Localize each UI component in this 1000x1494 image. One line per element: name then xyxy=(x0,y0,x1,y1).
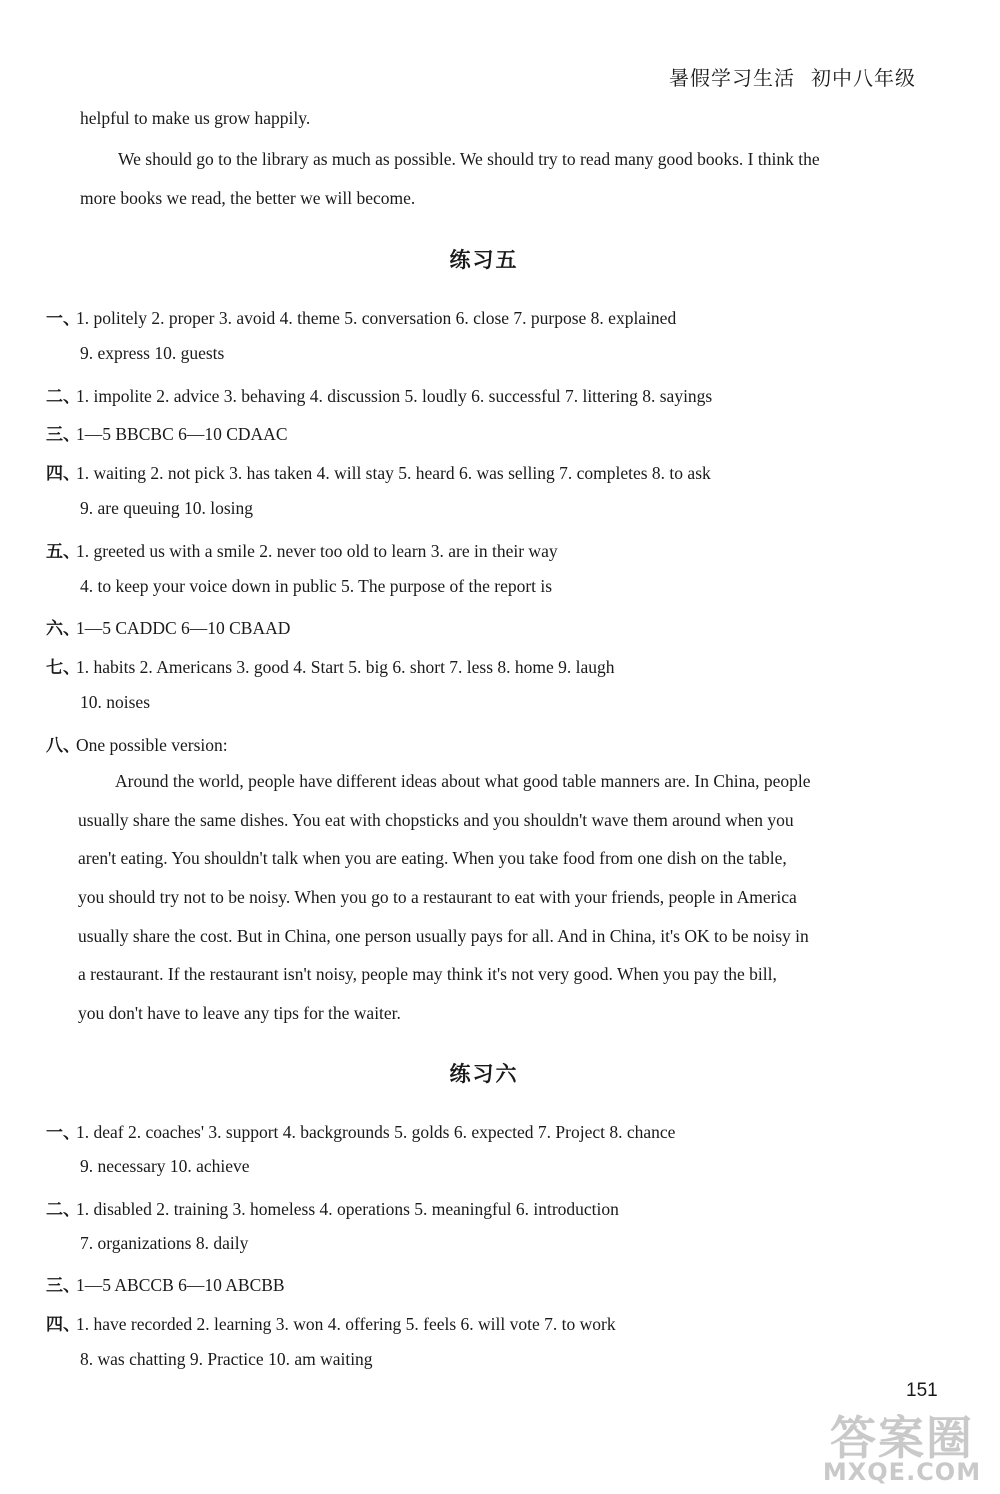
essay-line-6: a restaurant. If the restaurant isn't noisy, people may think it's not very good. When you pay the bill, xyxy=(78,964,777,984)
section-label: 三、 xyxy=(46,425,80,445)
ex5-section-1 xyxy=(46,304,677,329)
exercise-6-title: 练习六 xyxy=(449,1062,519,1086)
answers: 1. waiting 2. not pick 3. has taken 4. will stay 5. heard 6. was selling 7. completes 8. to ask xyxy=(76,463,711,483)
running-header xyxy=(669,62,916,91)
section-label: 四、 xyxy=(46,464,80,484)
answers: 1—5 ABCCB 6—10 ABCBB xyxy=(76,1275,285,1295)
answers: 1. impolite 2. advice 3. behaving 4. discussion 5. loudly 6. successful 7. littering 8. sayings xyxy=(76,386,713,406)
section-label: 八、 xyxy=(46,736,80,756)
ex5-section-7 xyxy=(46,653,615,678)
essay-line-7: you don't have to leave any tips for the waiter. xyxy=(78,1003,401,1023)
watermark xyxy=(812,1402,992,1490)
ex5-section-6 xyxy=(46,614,291,639)
ex5-section-2 xyxy=(46,382,713,407)
ex5-section-5 xyxy=(46,537,558,562)
watermark-url: MXQE.COM xyxy=(822,1458,982,1486)
answers: 1. have recorded 2. learning 3. won 4. offering 5. feels 6. will vote 7. to work xyxy=(76,1314,616,1334)
intro-line-1: helpful to make us grow happily. xyxy=(80,108,311,128)
ex6-section-2 xyxy=(46,1195,619,1220)
section-label: 六、 xyxy=(46,619,80,639)
intro-line-3: more books we read, the better we will become. xyxy=(80,188,416,208)
ex6-section-3 xyxy=(46,1271,285,1296)
ex5-section-4 xyxy=(46,459,711,484)
answers: 1. disabled 2. training 3. homeless 4. operations 5. meaningful 6. introduction xyxy=(76,1199,619,1219)
essay-line-3: aren't eating. You shouldn't talk when you are eating. When you take food from one dish on the table, xyxy=(78,848,787,868)
ex5-section-5-cont: 4. to keep your voice down in public 5. The purpose of the report is xyxy=(80,576,553,596)
ex5-section-4-cont: 9. are queuing 10. losing xyxy=(80,498,254,518)
section-label: 一、 xyxy=(46,1123,80,1143)
answers: 1. politely 2. proper 3. avoid 4. theme 5. conversation 6. close 7. purpose 8. explained xyxy=(76,308,677,328)
answers: 1—5 CADDC 6—10 CBAAD xyxy=(76,618,291,638)
ex6-section-1-cont: 9. necessary 10. achieve xyxy=(80,1156,250,1176)
exercise-5-title: 练习五 xyxy=(449,248,519,272)
answers: 1. deaf 2. coaches' 3. support 4. backgrounds 5. golds 6. expected 7. Project 8. chance xyxy=(76,1122,676,1142)
section-label: 七、 xyxy=(46,658,80,678)
answers: 1—5 BBCBC 6—10 CDAAC xyxy=(76,424,288,444)
essay-line-1: Around the world, people have different ideas about what good table manners are. In China, people xyxy=(115,771,811,791)
ex5-section-8 xyxy=(46,731,228,756)
ex6-section-1 xyxy=(46,1118,676,1143)
ex5-section-1-cont: 9. express 10. guests xyxy=(80,343,225,363)
section-label: 一、 xyxy=(46,309,80,329)
ex6-section-2-cont: 7. organizations 8. daily xyxy=(80,1233,249,1253)
ex6-section-4 xyxy=(46,1310,616,1335)
page-number: 151 xyxy=(906,1380,938,1401)
section-label: 二、 xyxy=(46,1200,80,1220)
section-label: 五、 xyxy=(46,542,80,562)
grade-label: 初中八年级 xyxy=(811,66,916,90)
answers: 1. greeted us with a smile 2. never too old to learn 3. are in their way xyxy=(76,541,558,561)
section-label: 二、 xyxy=(46,387,80,407)
ex6-section-4-cont: 8. was chatting 9. Practice 10. am waiting xyxy=(80,1349,373,1369)
ex5-section-3 xyxy=(46,420,288,445)
section-label: 四、 xyxy=(46,1315,80,1335)
book-title: 暑假学习生活 xyxy=(669,66,795,90)
essay-line-4: you should try not to be noisy. When you go to a restaurant to eat with your friends, people in America xyxy=(78,887,797,907)
watermark-logo: 答案圈 xyxy=(830,1411,974,1465)
intro-line-2: We should go to the library as much as possible. We should try to read many good books. I think the xyxy=(118,149,820,169)
essay-intro: One possible version: xyxy=(76,735,228,755)
essay-line-5: usually share the cost. But in China, one person usually pays for all. And in China, it's OK to be noisy in xyxy=(78,926,809,946)
essay-line-2: usually share the same dishes. You eat with chopsticks and you shouldn't wave them around when you xyxy=(78,810,794,830)
section-label: 三、 xyxy=(46,1276,80,1296)
answers: 1. habits 2. Americans 3. good 4. Start 5. big 6. short 7. less 8. home 9. laugh xyxy=(76,657,615,677)
ex5-section-7-cont: 10. noises xyxy=(80,692,150,712)
